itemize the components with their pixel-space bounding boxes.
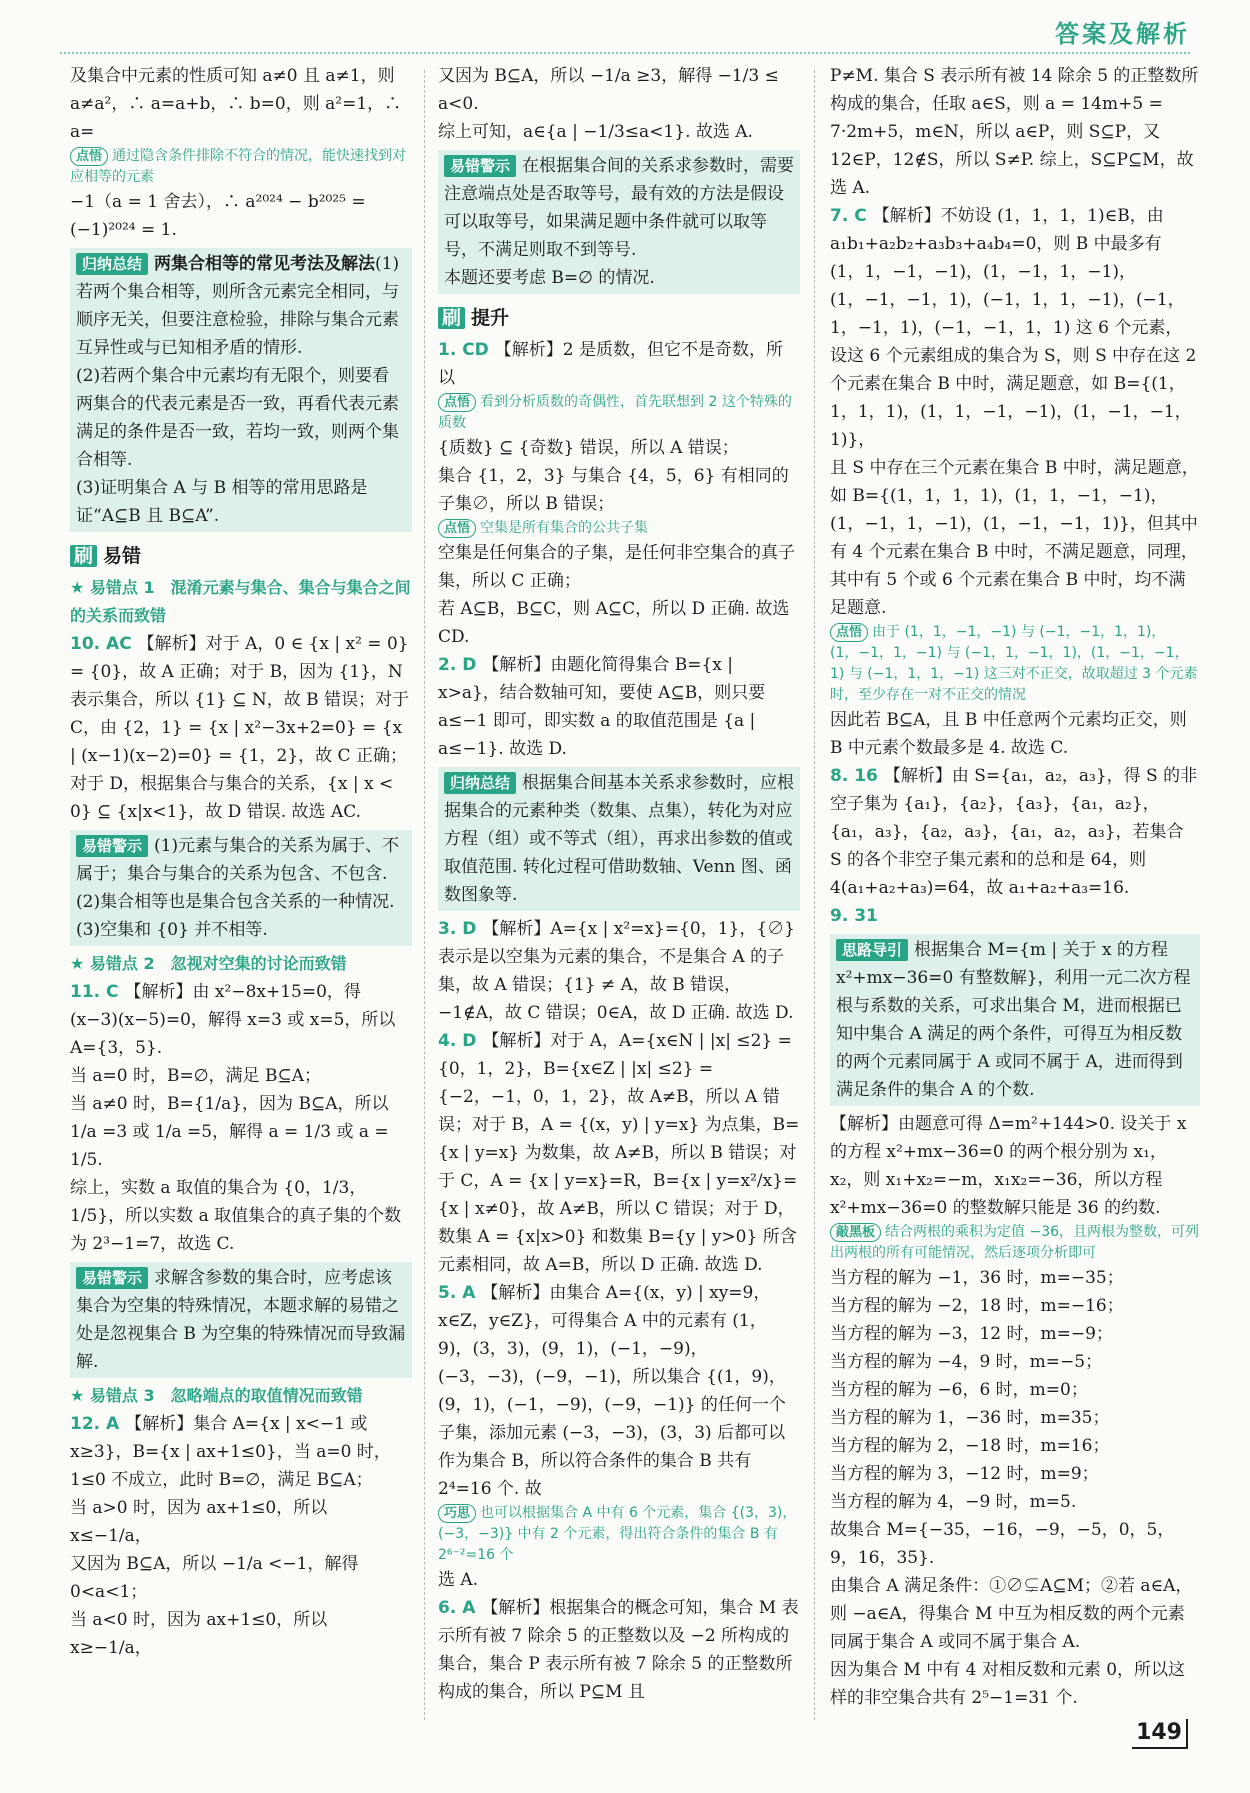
question-number: 9. 31 (830, 906, 878, 926)
box-tag: 易错警示 (76, 835, 148, 857)
column-middle (438, 62, 800, 1706)
note-text: 由于 (1，1，−1，−1) 与 (−1，−1，1，1)，(1，−1，1，−1) 与 (−1，1，−1，1)，(1，−1，−1，1) 与 (−1，1，1，−1) 这三对不正交，故取超过 3 个元素时，至少存在一对不正交的情况 (830, 624, 1198, 703)
summary-box (830, 934, 1200, 1106)
text-block: 选 A. (438, 1570, 479, 1590)
summary-box (70, 248, 412, 532)
margin-note (830, 1222, 1200, 1264)
error-point-title: ★ 易错点 3 忽略端点的取值情况而致错 (70, 1386, 363, 1405)
text-block: 空集是任何集合的子集，是任何非空集合的真子集，所以 C 正确； 若 A⊆B，B⊆C，则 A⊆C，所以 D 正确. 故选 CD. (438, 543, 795, 647)
text-block: −1（a = 1 舍去），∴ a²⁰²⁴ − b²⁰²⁵ = (−1)²⁰²⁴ = 1. (70, 192, 366, 240)
margin-note (438, 518, 800, 539)
note-text: 结合两根的乘积为定值 −36，且两根为整数，可列出两根的所有可能情况，然后逐项分析即可 (830, 1224, 1200, 1261)
text-block: 又因为 B⊆A，所以 −1/a ≥3，解得 −1/3 ≤ a<0. 综上可知，a∈{a | −1/3≤a<1}. 故选 A. (438, 66, 779, 142)
error-point-title: ★ 易错点 1 混淆元素与集合、集合与集合之间的关系而致错 (70, 578, 411, 625)
answer-text: 【解析】根据集合的概念可知，集合 M 表示所有被 7 除余 5 的正整数以及 −2 所构成的集合，集合 P 表示所有被 7 除余 5 的正整数所构成的集合，所以 P⊆M 且 (438, 1598, 799, 1702)
answer-text: 【解析】对于 A，A={x∈N | |x| ≤2} = {0，1，2}，B={x∈Z | |x| ≤2} = {−2，−1，0，1，2}，故 A≠B，所以 A 错误；对于 B，A = {(x，y) | y=x} 为点集，B={x | y=x} 为数集，故 A≠B，所以 B 错误；对于 C，A = {x | y=x}=R，B={x | y=x²/x}={x | x≠0}，故 A≠B，所以 C 错误；对于 D，数集 A = {x|x>0} 和数集 B={y | y>0} 所含元素相同，故 A=B，所以 D 正确. 故选 D. (438, 1031, 800, 1275)
box-heading (836, 936, 1194, 1104)
margin-note (830, 622, 1200, 706)
note-label: 敲黑板 (830, 1223, 881, 1242)
answer-text: 【解析】2 是质数，但它不是奇数，所以 (438, 340, 784, 388)
answer-item (438, 1594, 800, 1706)
answer-item (438, 1027, 800, 1279)
answer-item (438, 1279, 800, 1503)
note-text: 也可以根据集合 A 中有 6 个元素，集合 {(3，3)，(−3，−3)} 中有 2 个元素，得出符合条件的集合 B 有 2⁶⁻²=16 个 (438, 1505, 797, 1563)
answer-text: 【解析】A={x | x²=x}={0，1}，{∅} 表示是以空集为元素的集合，不是集合 A 的子集，故 A 错误；{1} ≠ A，故 B 错误，−1∉A，故 C 错误；0∈A，故 D 正确. 故选 D. (438, 919, 795, 1023)
note-text: 看到分析质数的奇偶性，首先联想到 2 这个特殊的质数 (438, 394, 792, 431)
answer-item (438, 336, 800, 392)
answer-text: 【解析】由集合 A={(x，y) | xy=9，x∈Z，y∈Z}，可得集合 A 中的元素有 (1，9)，(3，3)，(9，1)，(−1，−9)，(−3，−3)，(−9，−1)，所以集合 {(1，9)，(9，1)，(−1，−9)，(−9，−1)} 的任何一个子集，添加元素 (−3，−3)，(3，3) 后都可以作为集合 B，所以符合条件的集合 B 共有 2⁴=16 个. 故 (438, 1283, 786, 1499)
box-tag: 归纳总结 (444, 772, 516, 794)
note-text: 空集是所有集合的公共子集 (480, 520, 649, 536)
note-label: 点悟 (438, 519, 476, 538)
question-number: 8. 16 (830, 766, 878, 786)
answer-item (830, 902, 1200, 930)
text-block: 及集合中元素的性质可知 a≠0 且 a≠1，则 a≠a²，∴ a=a+b，∴ b=0，则 a²=1，∴ a= (70, 66, 402, 142)
column-left (70, 62, 412, 1662)
section-label: 易错 (103, 545, 142, 567)
text-block: 因此若 B⊆A，且 B 中任意两个元素均正交，则 B 中元素个数最多是 4. 故选 C. (830, 710, 1187, 758)
note-label: 点悟 (70, 147, 108, 166)
box-text: 根据集合间基本关系求参数时，应根据集合的元素种类（数集、点集），转化为对应方程（组）或不等式（组），再求出参数的值或取值范围. 转化过程可借助数轴、Venn 图、函数图象等. (444, 773, 795, 905)
text-block: 【解析】由题意可得 Δ=m²+144>0. 设关于 x 的方程 x²+mx−36=0 的两个根分别为 x₁，x₂，则 x₁+x₂=−m，x₁x₂=−36，所以方程 x²+mx−36=0 的整数解只能是 36 的约数. (830, 1114, 1187, 1218)
text-block: 当方程的解为 −1，36 时，m=−35； 当方程的解为 −2，18 时，m=−16； 当方程的解为 −3，12 时，m=−9； 当方程的解为 −4，9 时，m=−5； 当方程的解为 −6，6 时，m=0； 当方程的解为 1，−36 时，m=35； 当方程的解为 2，−18 时，m=16； 当方程的解为 3，−12 时，m=9； 当方程的解为 4，−9 时，m=5. 故集合 M={−35，−16，−9，−5，0，5，9，16，35}. 由集合 A 满足条件：①∅⊊A⊆M；②若 a∈A，则 −a∈A，得集合 M 中互为相反数的两个元素同属于集合 A 或同不属于集合 A. 因为集合 M 中有 4 对相反数和元素 0，所以这样的非空集合共有 2⁵−1=31 个. (830, 1268, 1193, 1708)
note-text: 通过隐含条件排除不符合的情况，能快速找到对应相等的元素 (70, 148, 407, 185)
answer-text: 【解析】集合 A={x | x<−1 或 x≥3}，B={x | ax+1≤0}，当 a=0 时，1≤0 不成立，此时 B=∅，满足 B⊆A； 当 a>0 时，因为 ax+1≤0，所以 x≤−1/a， 又因为 B⊆A，所以 −1/a <−1，解得 0<a<1； 当 a<0 时，因为 ax+1≤0，所以 x≥−1/a， (70, 1414, 391, 1658)
note-label: 巧思 (438, 1504, 476, 1523)
note-label: 点悟 (438, 393, 476, 412)
column-divider (424, 70, 425, 1720)
column-divider (814, 70, 815, 1720)
margin-note (70, 146, 412, 188)
section-key: 刷 (438, 307, 465, 329)
answer-text: 【解析】对于 A，0 ∈ {x | x² = 0} = {0}，故 A 正确；对于 B，因为 {1}，N 表示集合，所以 {1} ⊆ N，故 B 错误；对于 C，由 {2，1} = {x | x²−3x+2=0} = {x | (x−1)(x−2)=0} = {1，2}，故 C 正确；对于 D，根据集合与集合的关系，{x | x < 0} ⊆ {x|x<1}，故 D 错误. 故选 AC. (70, 634, 410, 822)
question-number: 12. A (70, 1414, 120, 1434)
box-heading (444, 769, 794, 909)
summary-box (70, 830, 412, 946)
box-text: 根据集合 M={m | 关于 x 的方程 x²+mx−36=0 有整数解}，利用一元二次方程根与系数的关系，可求出集合 M，进而根据已知中集合 A 满足的两个条件，可得互为相反数的两个元素同属于 A 或同不属于 A，进而得到满足条件的集合 A 的个数. (836, 940, 1191, 1100)
answer-item (438, 651, 800, 763)
text-block: {质数} ⊆ {奇数} 错误，所以 A 错误； 集合 {1，2，3} 与集合 {4，5，6} 有相同的子集∅，所以 B 错误； (438, 438, 789, 514)
header-divider (60, 52, 1190, 54)
question-number: 7. C (830, 206, 867, 226)
answer-item (438, 915, 800, 1027)
answer-text: 【解析】由 S={a₁，a₂，a₃}，得 S 的非空子集为 {a₁}，{a₂}，{a₃}，{a₁，a₂}，{a₁，a₃}，{a₂，a₃}，{a₁，a₂，a₃}，若集合 S 的各个非空子集元素和的总和是 64，则 4(a₁+a₂+a₃)=64，故 a₁+a₂+a₃=16. (830, 766, 1198, 898)
text-block: P≠M. 集合 S 表示所有被 14 除余 5 的正整数所构成的集合，任取 a∈S，则 a = 14m+5 = 7·2m+5，m∈N，所以 a∈P，则 S⊆P，又 12∈P，12∉S，所以 S≠P. 综上，S⊆P⊆M，故选 A. (830, 66, 1199, 198)
margin-note (438, 392, 800, 434)
box-text: 求解含参数的集合时，应考虑该集合为空集的特殊情况，本题求解的易错之处是忽视集合 B 为空集的特殊情况而导致漏解. (76, 1268, 406, 1372)
question-number: 3. D (438, 919, 477, 939)
box-tag: 易错警示 (444, 155, 516, 177)
answer-item (830, 762, 1200, 902)
box-text: (1)元素与集合的关系为属于、不属于；集合与集合的关系为包含、不包含. (2)集合相等也是集合包含关系的一种情况. (3)空集和 {0} 并不相等. (76, 836, 400, 940)
answer-text: 【解析】由题化简得集合 B={x | x>a}，结合数轴可知，要使 A⊆B，则只要 a≤−1 即可，即实数 a 的取值范围是 {a | a≤−1}. 故选 D. (438, 655, 766, 759)
box-heading (76, 832, 406, 944)
question-number: 10. AC (70, 634, 132, 654)
page-number: 149 (1132, 1719, 1188, 1749)
summary-box (438, 767, 800, 911)
box-tag: 易错警示 (76, 1267, 148, 1289)
summary-box (438, 150, 800, 294)
answer-item (830, 202, 1200, 622)
section-key: 刷 (70, 545, 97, 567)
box-title: 两集合相等的常见考法及解法 (154, 254, 376, 274)
question-number: 1. CD (438, 340, 489, 360)
question-number: 2. D (438, 655, 477, 675)
question-number: 4. D (438, 1031, 477, 1051)
margin-note (438, 1503, 800, 1566)
summary-box (70, 1262, 412, 1378)
page-header-title: 答案及解析 (1055, 20, 1190, 48)
box-heading (76, 1264, 406, 1376)
answer-item (70, 630, 412, 826)
section-heading (70, 542, 412, 570)
box-tag: 思路导引 (836, 939, 908, 961)
box-tag: 归纳总结 (76, 253, 148, 275)
section-heading (438, 304, 800, 332)
question-number: 11. C (70, 982, 119, 1002)
box-heading (76, 250, 406, 530)
answer-item (70, 978, 412, 1258)
box-heading (444, 152, 794, 292)
error-point-title: ★ 易错点 2 忽视对空集的讨论而致错 (70, 954, 347, 973)
note-label: 点悟 (830, 623, 868, 642)
box-text: 在根据集合间的关系求参数时，需要注意端点处是否取等号，最有效的方法是假设可以取等号，如果满足题中条件就可以取等号，不满足则取不到等号. 本题还要考虑 B=∅ 的情况. (444, 156, 795, 288)
box-text: (1)若两个集合相等，则所含元素完全相同，与顺序无关，但要注意检验，排除与集合元素互异性或与已知相矛盾的情形. (2)若两个集合中元素均有无限个，则要看两集合的代表元素是否一致，再看代表元素满足的条件是否一致，若均一致，则两个集合相等. (3)证明集合 A 与 B 相等的常用思路是证“A⊆B 且 B⊆A”. (76, 254, 400, 526)
question-number: 6. A (438, 1598, 476, 1618)
answer-text: 【解析】不妨设 (1，1，1，1)∈B，由 a₁b₁+a₂b₂+a₃b₃+a₄b₄=0，则 B 中最多有 (1，1，−1，−1)，(1，−1，1，−1)，(1，−1，−1，1)，(−1，1，1，−1)，(−1，1，−1，1)，(−1，−1，1，1) 这 6 个元素， 设这 6 个元素组成的集合为 S，则 S 中存在这 2 个元素在集合 B 中时，满足题意，如 B={(1，1，1，1)，(1，1，−1，−1)，(1，−1，−1，1)}， 且 S 中存在三个元素在集合 B 中时，满足题意，如 B={(1，1，1，1)，(1，1，−1，−1)，(1，−1，1，−1)，(1，−1，−1，1)}，但其中有 4 个元素在集合 B 中时，不满足题意，同理，其中有 5 个或 6 个元素在集合 B 中时，均不满足题意. (830, 206, 1199, 618)
answer-item (70, 1410, 412, 1662)
answer-text: 【解析】由 x²−8x+15=0，得 (x−3)(x−5)=0，解得 x=3 或 x=5，所以 A={3，5}. 当 a=0 时，B=∅，满足 B⊆A； 当 a≠0 时，B={1/a}，因为 B⊆A，所以 1/a =3 或 1/a =5，解得 a = 1/3 或 a = 1/5. 综上，实数 a 取值的集合为 {0，1/3，1/5}，所以实数 a 取值集合的真子集的个数为 2³−1=7，故选 C. (70, 982, 402, 1254)
question-number: 5. A (438, 1283, 476, 1303)
section-label: 提升 (471, 307, 510, 329)
column-right (830, 62, 1200, 1712)
